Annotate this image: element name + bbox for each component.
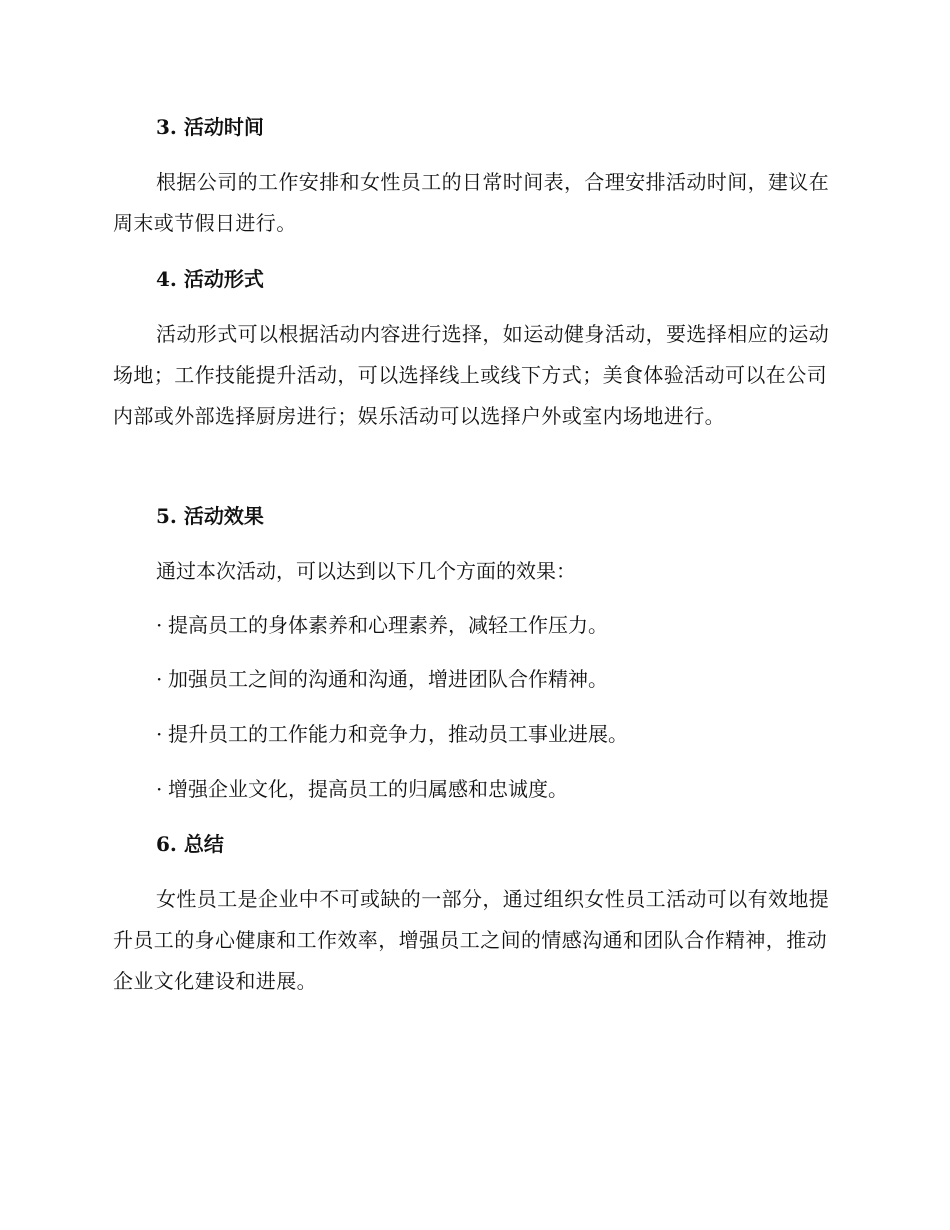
- list-item-text: 提高员工的身体素养和心理素养，减轻工作压力。: [168, 613, 608, 637]
- section-body-time: 根据公司的工作安排和女性员工的日常时间表，合理安排活动时间，建议在周末或节假日进行。: [113, 170, 830, 235]
- bullet-dot-icon: ·: [156, 777, 163, 801]
- bullet-dot-icon: ·: [156, 667, 163, 691]
- list-item-text: 增强企业文化，提高员工的归属感和忠诚度。: [168, 777, 568, 801]
- list-item-text: 提升员工的工作能力和竞争力，推动员工事业进展。: [168, 722, 628, 746]
- bullet-dot-icon: ·: [156, 722, 163, 746]
- section-heading-form: 4. 活动形式: [156, 267, 264, 291]
- list-item: [156, 775, 568, 803]
- section-intro-effect: 通过本次活动，可以达到以下几个方面的效果：: [156, 559, 576, 583]
- section-heading-effect: 5. 活动效果: [156, 504, 264, 528]
- list-item: [156, 665, 608, 693]
- section-heading-summary: 6. 总结: [156, 832, 224, 856]
- section-heading-time: 3. 活动时间: [156, 115, 264, 139]
- list-item: [156, 720, 628, 748]
- section-body-form: 活动形式可以根据活动内容进行选择，如运动健身活动，要选择相应的运动场地；工作技能提升活动，可以选择线上或线下方式；美食体验活动可以在公司内部或外部选择厨房进行；娱乐活动可以选择户外或室内场地进行。: [113, 322, 830, 428]
- bullet-dot-icon: ·: [156, 613, 163, 637]
- section-body-summary: 女性员工是企业中不可或缺的一部分，通过组织女性员工活动可以有效地提升员工的身心健康和工作效率，增强员工之间的情感沟通和团队合作精神，推动企业文化建设和进展。: [113, 887, 830, 993]
- list-item-text: 加强员工之间的沟通和沟通，增进团队合作精神。: [168, 667, 608, 691]
- list-item: [156, 611, 608, 639]
